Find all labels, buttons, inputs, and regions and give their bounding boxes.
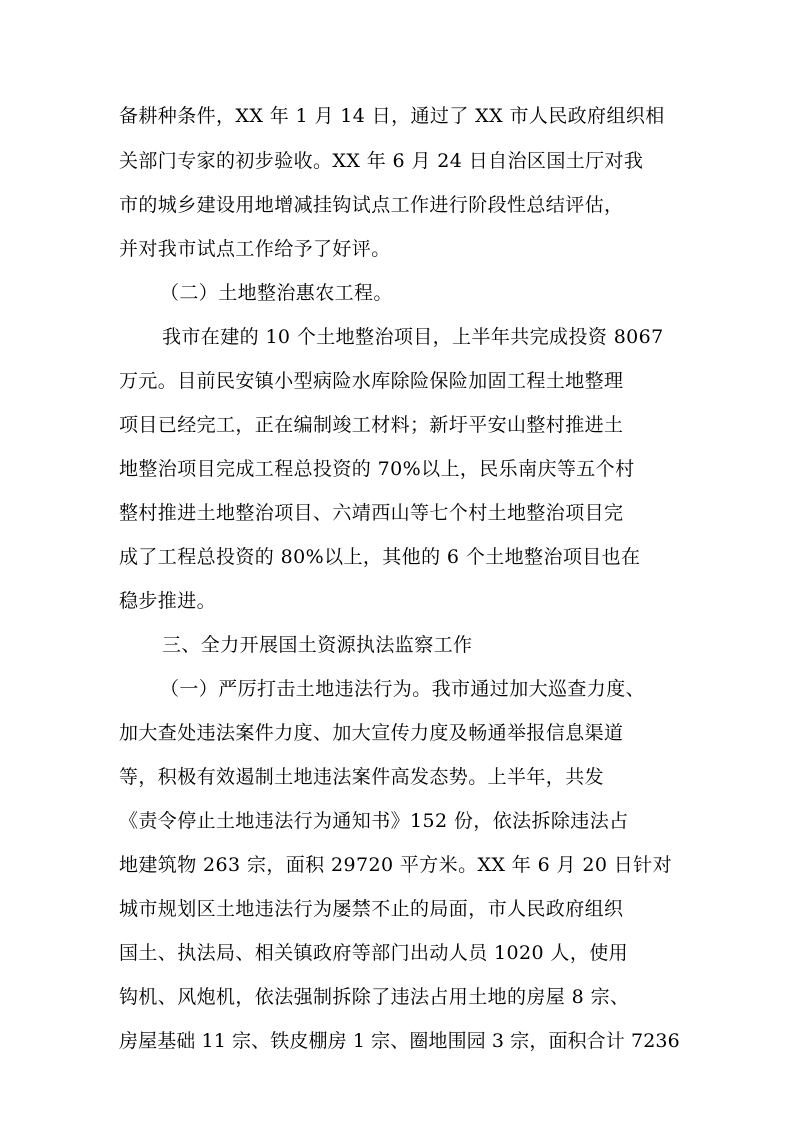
body-text-line: 房屋基础 11 宗、铁皮棚房 1 宗、圈地围园 3 宗，面积合计 7236 (119, 1030, 680, 1052)
section-heading: （二）土地整治惠农工程。 (160, 282, 393, 304)
body-text-line: 地建筑物 263 宗，面积 29720 平方米。XX 年 6 月 20 日针对 (119, 854, 672, 876)
section-heading: 三、全力开展国土资源执法监察工作 (162, 634, 473, 656)
body-text-line: 国土、执法局、相关镇政府等部门出动人员 1020 人，使用 (119, 942, 629, 964)
body-text-line: 万元。目前民安镇小型病险水库除险保险加固工程土地整理 (119, 370, 624, 392)
body-text-line: 我市在建的 10 个土地整治项目，上半年共完成投资 8067 (162, 326, 664, 348)
body-text-line: 项目已经完工，正在编制竣工材料；新圩平安山整村推进土 (119, 414, 624, 436)
body-text-line: 整村推进土地整治项目、六靖西山等七个村土地整治项目完 (119, 502, 624, 524)
body-text-line: 成了工程总投资的 80%以上，其他的 6 个土地整治项目也在 (119, 546, 641, 568)
body-text-line: （一）严厉打击土地违法行为。我市通过加大巡查力度、 (160, 678, 646, 700)
body-text-line: 城市规划区土地违法行为屡禁不止的局面，市人民政府组织 (119, 898, 624, 920)
body-text-line: 备耕种条件，XX 年 1 月 14 日，通过了 XX 市人民政府组织相 (119, 105, 665, 127)
body-text-line: 等，积极有效遏制土地违法案件高发态势。上半年，共发 (119, 766, 605, 788)
body-text-line: 并对我市试点工作给予了好评。 (119, 238, 391, 260)
body-text-line: 钩机、风炮机，依法强制拆除了违法占用土地的房屋 8 宗、 (119, 986, 630, 1008)
body-text-line: 加大查处违法案件力度、加大宣传力度及畅通举报信息渠道 (119, 722, 624, 744)
body-text-line: 稳步推进。 (119, 590, 217, 612)
body-text-line: 地整治项目完成工程总投资的 70%以上，民乐南庆等五个村 (119, 458, 635, 480)
body-text-line: 关部门专家的初步验收。XX 年 6 月 24 日自治区国土厅对我 (119, 150, 644, 172)
body-text-line: 《责令停止土地违法行为通知书》152 份，依法拆除违法占 (119, 810, 629, 832)
body-text-line: 市的城乡建设用地增减挂钩试点工作进行阶段性总结评估， (119, 194, 624, 216)
